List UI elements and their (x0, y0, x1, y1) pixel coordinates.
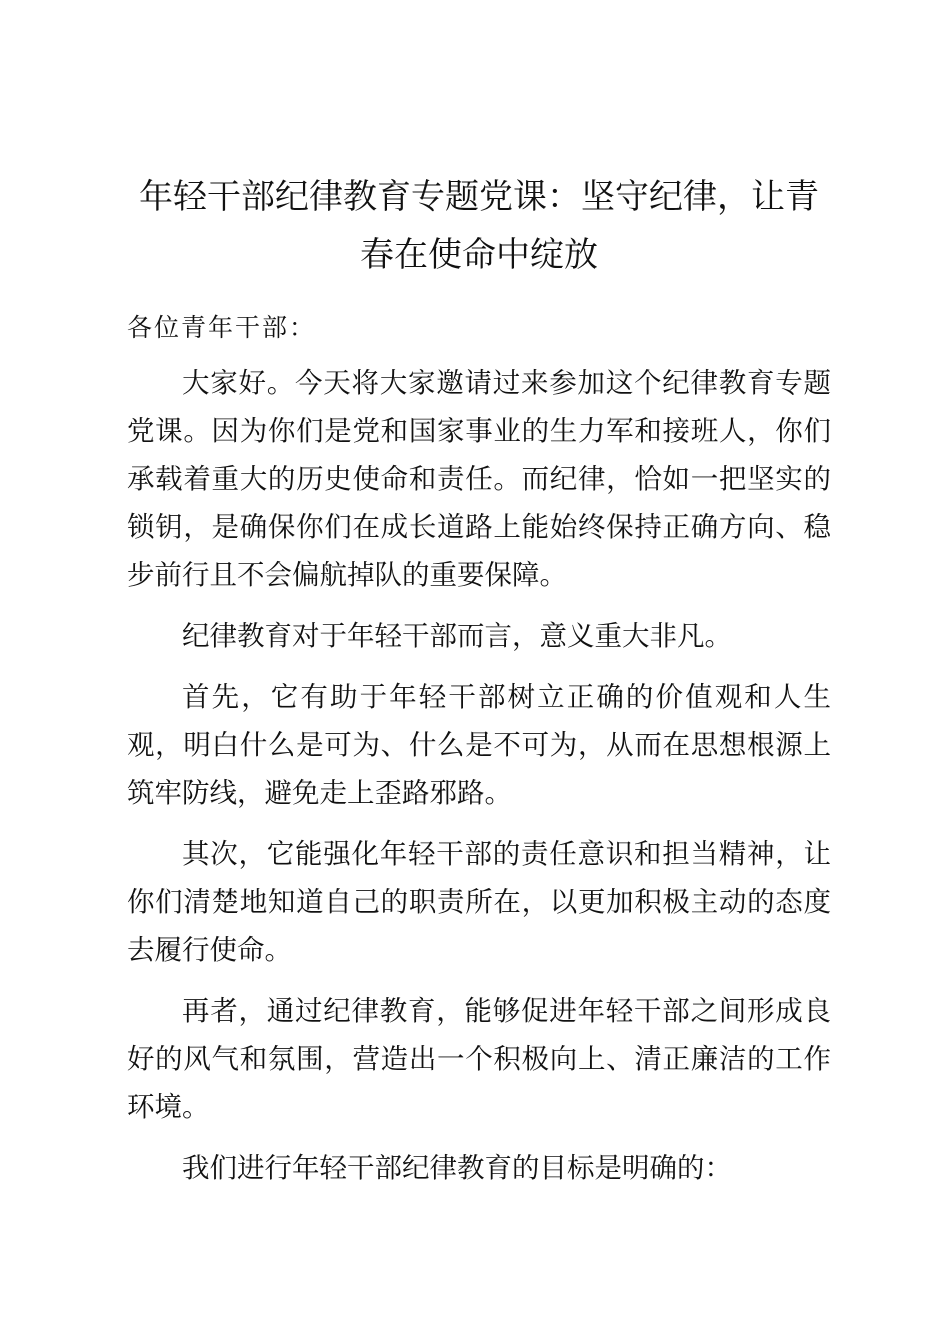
paragraph-goal-intro: 我们进行年轻干部纪律教育的目标是明确的： (182, 1152, 732, 1184)
salutation: 各位青年干部： (127, 313, 317, 342)
paragraph-significance: 纪律教育对于年轻干部而言，意义重大非凡。 (182, 620, 732, 652)
document-body (127, 168, 831, 1192)
paragraph-opening: 大家好。今天将大家邀请过来参加这个纪律教育专题党课。因为你们是党和国家事业的生力军和接班人，你们承载着重大的历史使命和责任。而纪律，恰如一把坚实的锁钥，是确保你们在成长道路上能始终保持正确方向、稳步前行且不会偏航掉队的重要保障。 (127, 367, 831, 591)
document-title: 年轻干部纪律教育专题党课：坚守纪律，让青春在使命中绽放 (139, 177, 819, 275)
paragraph-second-point: 其次，它能强化年轻干部的责任意识和担当精神，让你们清楚地知道自己的职责所在，以更加积极主动的态度去履行使命。 (127, 838, 831, 966)
paragraph-first-point: 首先，它有助于年轻干部树立正确的价值观和人生观，明白什么是可为、什么是不可为，从而在思想根源上筑牢防线，避免走上歪路邪路。 (127, 681, 831, 809)
paragraph-third-point: 再者，通过纪律教育，能够促进年轻干部之间形成良好的风气和氛围，营造出一个积极向上、清正廉洁的工作环境。 (127, 995, 831, 1123)
